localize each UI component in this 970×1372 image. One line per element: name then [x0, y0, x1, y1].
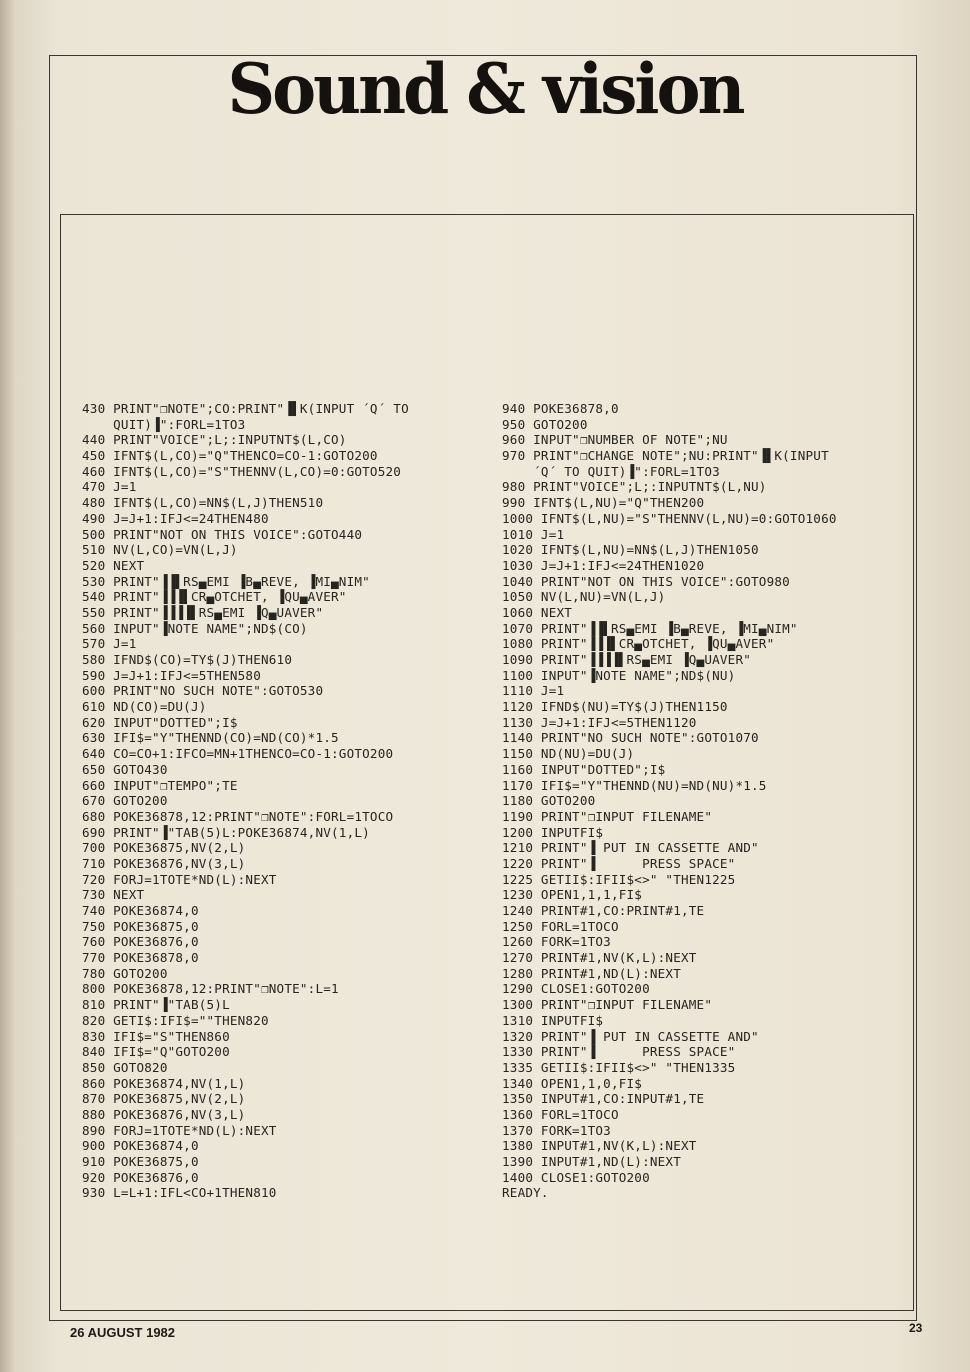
- code-line: 1400 CLOSE1:GOTO200: [502, 1169, 650, 1185]
- code-line: 1310 INPUTFI$: [502, 1012, 604, 1028]
- code-line: 450 IFNT$(L,CO)="Q"THENCO=CO-1:GOTO200: [82, 448, 378, 464]
- code-line: 1180 GOTO200: [502, 793, 596, 809]
- code-line: 1090 PRINT"▐▐▐▐▌RS▄EMI ▐Q▄UAVER": [502, 652, 752, 667]
- code-line: 430 PRINT"❐NOTE";CO:PRINT"▐▌K(INPUT ´Q´ TO: [82, 401, 409, 416]
- code-line: 970 PRINT"❐CHANGE NOTE";NU:PRINT"▐▌K(INPUT: [502, 448, 829, 464]
- code-line: 1230 OPEN1,1,1,FI$: [502, 887, 643, 903]
- code-line: 1360 FORL=1TOCO: [502, 1106, 619, 1122]
- code-line: 870 POKE36875,NV(2,L): [82, 1091, 246, 1107]
- code-line: 850 GOTO820: [82, 1059, 168, 1075]
- code-line: 950 GOTO200: [502, 416, 588, 432]
- code-line: 700 POKE36875,NV(2,L): [82, 840, 246, 856]
- code-line: 1335 GETII$:IFII$<>" "THEN1335: [502, 1059, 736, 1075]
- code-line: 910 POKE36875,0: [82, 1154, 199, 1169]
- code-line: 1250 FORL=1TOCO: [502, 918, 619, 934]
- code-line: 1240 PRINT#1,CO:PRINT#1,TE: [502, 903, 705, 918]
- code-line: 1050 NV(L,NU)=VN(L,J): [502, 589, 666, 605]
- code-line: 990 IFNT$(L,NU)="Q"THEN200: [502, 495, 705, 511]
- code-line: 930 L=L+1:IFL<CO+1THEN810: [82, 1185, 277, 1201]
- code-line: 830 IFI$="S"THEN860: [82, 1028, 230, 1044]
- code-line: QUIT)▐":FORL=1TO3: [82, 416, 246, 432]
- issue-date: 26 AUGUST 1982: [70, 1325, 176, 1340]
- code-line: 1060 NEXT: [502, 604, 573, 620]
- code-line: 570 J=1: [82, 636, 137, 652]
- code-line: 510 NV(L,CO)=VN(L,J): [82, 542, 238, 558]
- code-line: 750 POKE36875,0: [82, 918, 199, 934]
- code-line: 440 PRINT"VOICE";L;:INPUTNT$(L,CO): [82, 432, 347, 448]
- code-line: 1120 IFND$(NU)=TY$(J)THEN1150: [502, 699, 728, 715]
- code-line: 1200 INPUTFI$: [502, 824, 604, 840]
- code-line: 540 PRINT"▐▐▐▌CR▄OTCHET, ▐QU▄AVER": [82, 589, 347, 605]
- code-line: 1210 PRINT"▐ PUT IN CASSETTE AND": [502, 840, 759, 856]
- code-line: 860 POKE36874,NV(1,L): [82, 1075, 246, 1091]
- code-line: 1140 PRINT"NO SUCH NOTE":GOTO1070: [502, 730, 759, 746]
- code-line: 880 POKE36876,NV(3,L): [82, 1106, 246, 1122]
- code-line: 1020 IFNT$(L,NU)=NN$(L,J)THEN1050: [502, 542, 759, 558]
- code-line: 1160 INPUT"DOTTED";I$: [502, 761, 666, 777]
- code-line: 1220 PRINT"▐ PRESS SPACE": [502, 855, 736, 871]
- code-line: 1170 IFI$="Y"THENND(NU)=ND(NU)*1.5: [502, 777, 767, 793]
- code-line: 620 INPUT"DOTTED";I$: [82, 714, 238, 730]
- code-line: 520 NEXT: [82, 557, 145, 573]
- code-line: 1080 PRINT"▐▐▐▌CR▄OTCHET, ▐QU▄AVER": [502, 636, 775, 652]
- binding-spine: [0, 0, 16, 1372]
- code-line: 1380 INPUT#1,NV(K,L):NEXT: [502, 1138, 697, 1154]
- code-line: 690 PRINT"▐"TAB(5)L:POKE36874,NV(1,L): [82, 824, 370, 840]
- code-line: 1225 GETII$:IFII$<>" "THEN1225: [502, 871, 736, 887]
- page-number: 23: [909, 1321, 923, 1335]
- code-line: 770 POKE36878,0: [82, 950, 199, 966]
- code-line: 1130 J=J+1:IFJ<=5THEN1120: [502, 714, 697, 730]
- code-line: 640 CO=CO+1:IFCO=MN+1THENCO=CO-1:GOTO200: [82, 746, 394, 762]
- code-line: 590 J=J+1:IFJ<=5THEN580: [82, 667, 261, 683]
- code-line: 460 IFNT$(L,CO)="S"THENNV(L,CO)=0:GOTO520: [82, 463, 402, 479]
- code-line: 1110 J=1: [502, 683, 565, 699]
- code-line: 1280 PRINT#1,ND(L):NEXT: [502, 965, 681, 981]
- code-line: 610 ND(CO)=DU(J): [82, 699, 207, 715]
- code-line: 940 POKE36878,0: [502, 401, 619, 416]
- code-line: 1150 ND(NU)=DU(J): [502, 746, 635, 762]
- code-line: 680 POKE36878,12:PRINT"❐NOTE":FORL=1TOCO: [82, 808, 394, 824]
- code-line: 1390 INPUT#1,ND(L):NEXT: [502, 1154, 681, 1169]
- code-line: 1000 IFNT$(L,NU)="S"THENNV(L,NU)=0:GOTO1060: [502, 510, 837, 526]
- code-line: 920 POKE36876,0: [82, 1169, 199, 1185]
- code-line: 740 POKE36874,0: [82, 903, 199, 918]
- code-line: 1320 PRINT"▐ PUT IN CASSETTE AND": [502, 1028, 759, 1044]
- code-line: 1330 PRINT"▐ PRESS SPACE": [502, 1044, 736, 1060]
- code-line: 1350 INPUT#1,CO:INPUT#1,TE: [502, 1091, 705, 1107]
- code-line: ´Q´ TO QUIT)▐":FORL=1TO3: [502, 463, 720, 479]
- code-line: 1260 FORK=1TO3: [502, 934, 611, 950]
- code-line: 1270 PRINT#1,NV(K,L):NEXT: [502, 950, 697, 966]
- code-line: 1070 PRINT"▐▐▌RS▄EMI ▐B▄REVE, ▐MI▄NIM": [502, 620, 798, 636]
- code-line: 1190 PRINT"❐INPUT FILENAME": [502, 808, 713, 824]
- code-line: 600 PRINT"NO SUCH NOTE":GOTO530: [82, 683, 324, 699]
- code-line: 820 GETI$:IFI$=""THEN820: [82, 1012, 269, 1028]
- code-line: 560 INPUT"▐NOTE NAME";ND$(CO): [82, 620, 308, 636]
- listing-right-column: [502, 401, 837, 1201]
- code-line: 780 GOTO200: [82, 965, 168, 981]
- code-line: 550 PRINT"▐▐▐▐▌RS▄EMI ▐Q▄UAVER": [82, 604, 324, 620]
- code-line: READY.: [502, 1185, 549, 1201]
- code-line: 980 PRINT"VOICE";L;:INPUTNT$(L,NU): [502, 479, 767, 495]
- code-line: 800 POKE36878,12:PRINT"❐NOTE":L=1: [82, 981, 339, 997]
- code-line: 1300 PRINT"❐INPUT FILENAME": [502, 997, 713, 1013]
- code-line: 710 POKE36876,NV(3,L): [82, 855, 246, 871]
- listing-left-column: [82, 401, 409, 1201]
- code-line: 530 PRINT"▐▐▌RS▄EMI ▐B▄REVE, ▐MI▄NIM": [82, 573, 370, 589]
- code-line: 650 GOTO430: [82, 761, 168, 777]
- code-line: 1290 CLOSE1:GOTO200: [502, 981, 650, 997]
- code-line: 660 INPUT"❐TEMPO";TE: [82, 777, 238, 793]
- code-line: 900 POKE36874,0: [82, 1138, 199, 1154]
- code-line: 1370 FORK=1TO3: [502, 1122, 611, 1138]
- code-line: 960 INPUT"❐NUMBER OF NOTE";NU: [502, 432, 728, 448]
- code-line: 840 IFI$="Q"GOTO200: [82, 1044, 230, 1060]
- code-line: 890 FORJ=1TOTE*ND(L):NEXT: [82, 1122, 277, 1138]
- code-line: 720 FORJ=1TOTE*ND(L):NEXT: [82, 871, 277, 887]
- code-line: 1030 J=J+1:IFJ<=24THEN1020: [502, 557, 705, 573]
- code-line: 470 J=1: [82, 479, 137, 495]
- code-line: 1340 OPEN1,1,0,FI$: [502, 1075, 643, 1091]
- code-line: 760 POKE36876,0: [82, 934, 199, 950]
- code-line: 580 IFND$(CO)=TY$(J)THEN610: [82, 652, 293, 667]
- code-line: 670 GOTO200: [82, 793, 168, 809]
- code-line: 810 PRINT"▐"TAB(5)L: [82, 997, 230, 1013]
- code-line: 490 J=J+1:IFJ<=24THEN480: [82, 510, 269, 526]
- code-line: 1100 INPUT"▐NOTE NAME";ND$(NU): [502, 667, 736, 683]
- code-line: 500 PRINT"NOT ON THIS VOICE":GOTO440: [82, 526, 363, 542]
- code-line: 480 IFNT$(L,CO)=NN$(L,J)THEN510: [82, 495, 324, 511]
- code-line: 1010 J=1: [502, 526, 565, 542]
- code-line: 730 NEXT: [82, 887, 145, 903]
- code-line: 1040 PRINT"NOT ON THIS VOICE":GOTO980: [502, 573, 790, 589]
- code-line: 630 IFI$="Y"THENND(CO)=ND(CO)*1.5: [82, 730, 339, 746]
- page-title: Sound & vision: [227, 48, 743, 130]
